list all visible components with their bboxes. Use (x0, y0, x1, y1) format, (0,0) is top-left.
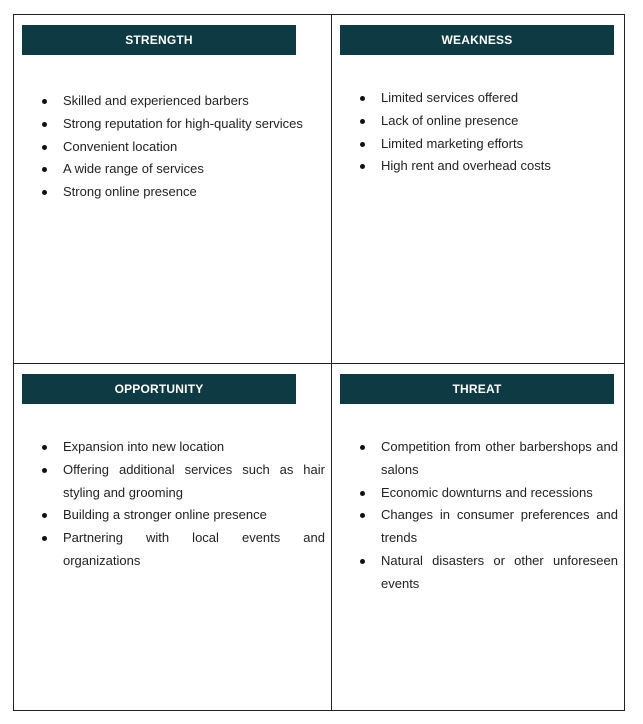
list-item: Strong online presence (63, 181, 325, 204)
threat-header: THREAT (340, 374, 614, 404)
swot-table (13, 14, 625, 711)
list-item: Economic downturns and recessions (381, 482, 618, 505)
list-item: Building a stronger online presence (63, 504, 325, 527)
opportunity-list (22, 436, 325, 573)
strength-list (22, 90, 325, 204)
strength-cell (14, 15, 331, 363)
weakness-list (340, 87, 618, 178)
list-item: High rent and overhead costs (381, 155, 618, 178)
strength-header: STRENGTH (22, 25, 296, 55)
threat-cell (331, 363, 624, 710)
list-item: Changes in consumer preferences and trends (381, 504, 618, 550)
list-item: Limited marketing efforts (381, 133, 618, 156)
list-item: Offering additional services such as hair styling and grooming (63, 459, 325, 505)
threat-list (340, 436, 618, 596)
list-item: Natural disasters or other unforeseen events (381, 550, 618, 596)
opportunity-header: OPPORTUNITY (22, 374, 296, 404)
opportunity-cell (14, 363, 331, 710)
list-item: Strong reputation for high-quality services (63, 113, 325, 136)
list-item: A wide range of services (63, 158, 325, 181)
weakness-header: WEAKNESS (340, 25, 614, 55)
weakness-cell (331, 15, 624, 363)
list-item: Lack of online presence (381, 110, 618, 133)
list-item: Convenient location (63, 136, 325, 159)
list-item: Competition from other barbershops and salons (381, 436, 618, 482)
list-item: Expansion into new location (63, 436, 325, 459)
list-item: Skilled and experienced barbers (63, 90, 325, 113)
list-item: Partnering with local events and organizations (63, 527, 325, 573)
list-item: Limited services offered (381, 87, 618, 110)
